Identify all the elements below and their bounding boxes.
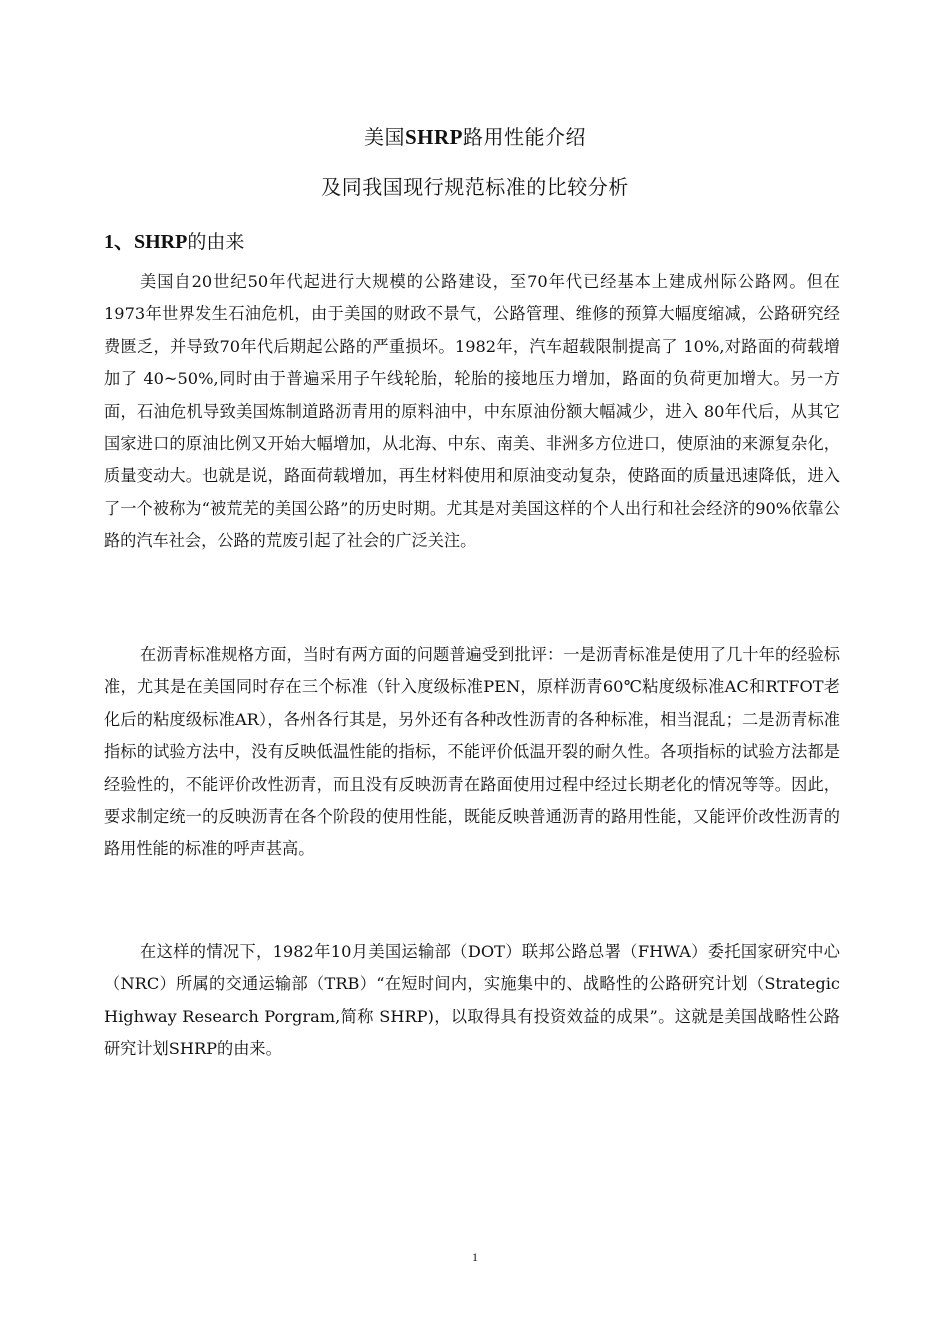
section-heading-title: 的由来 xyxy=(187,231,245,253)
title-line-1-acronym: SHRP xyxy=(404,125,463,149)
document-title-line-2: 及同我国现行规范标准的比较分析 xyxy=(321,175,629,199)
section-heading-1 xyxy=(104,225,244,254)
body-paragraph-3: 在这样的情况下，1982年10月美国运输部（DOT）联邦公路总署（FHWA）委托国家研究中心（NRC）所属的交通运输部（TRB）“在短时间内，实施集中的、战略性的公路研究计划（Strategic Highway Research Porgram,简称 SHRP)，以取得具有投资效益的成果”。这就是美国战略性公路研究计划SHRP的由来。 xyxy=(104,942,840,1059)
title-line-1-prefix: 美国 xyxy=(363,125,405,149)
body-paragraph-1: 美国自20世纪50年代起进行大规模的公路建设，至70年代已经基本上建成州际公路网。但在1973年世界发生石油危机，由于美国的财政不景气，公路管理、维修的预算大幅度缩减，公路研究经费匮乏，并导致70年代后期起公路的严重损坏。1982年，汽车超载限制提高了 10%,对路面的荷载增加了 40~50%,同时由于普遍采用子午线轮胎，轮胎的接地压力增加，路面的负荷更加增大。另一方面，石油危机导致美国炼制道路沥青用的原料油中，中东原油份额大幅减少，进入 80年代后，从其它国家进口的原油比例又开始大幅增加，从北海、中东、南美、非洲多方位进口，使原油的来源复杂化，质量变动大。也就是说，路面荷载增加，再生材料使用和原油变动复杂，使路面的质量迅速降低，进入了一个被称为“被荒芜的美国公路”的历史时期。尤其是对美国这样的个人出行和社会经济的90%依靠公路的汽车社会，公路的荒废引起了社会的广泛关注。 xyxy=(104,272,840,551)
document-title-line-1 xyxy=(0,121,950,150)
title-line-1-suffix: 路用性能介绍 xyxy=(463,125,586,149)
section-heading-number: 1、SHRP xyxy=(104,231,188,253)
body-paragraph-2: 在沥青标准规格方面，当时有两方面的问题普遍受到批评：一是沥青标准是使用了几十年的经验标准，尤其是在美国同时存在三个标准（针入度级标准PEN，原样沥青60℃粘度级标准AC和RTFOT老化后的粘度级标准AR），各州各行其是，另外还有各种改性沥青的各种标准，相当混乱；二是沥青标准指标的试验方法中，没有反映低温性能的指标，不能评价低温开裂的耐久性。各项指标的试验方法都是经验性的，不能评价改性沥青，而且没有反映沥青在路面使用过程中经过长期老化的情况等等。因此，要求制定统一的反映沥青在各个阶段的使用性能，既能反映普通沥青的路用性能，又能评价改性沥青的路用性能的标准的呼声甚高。 xyxy=(104,645,840,859)
page-number: 1 xyxy=(472,1250,478,1264)
